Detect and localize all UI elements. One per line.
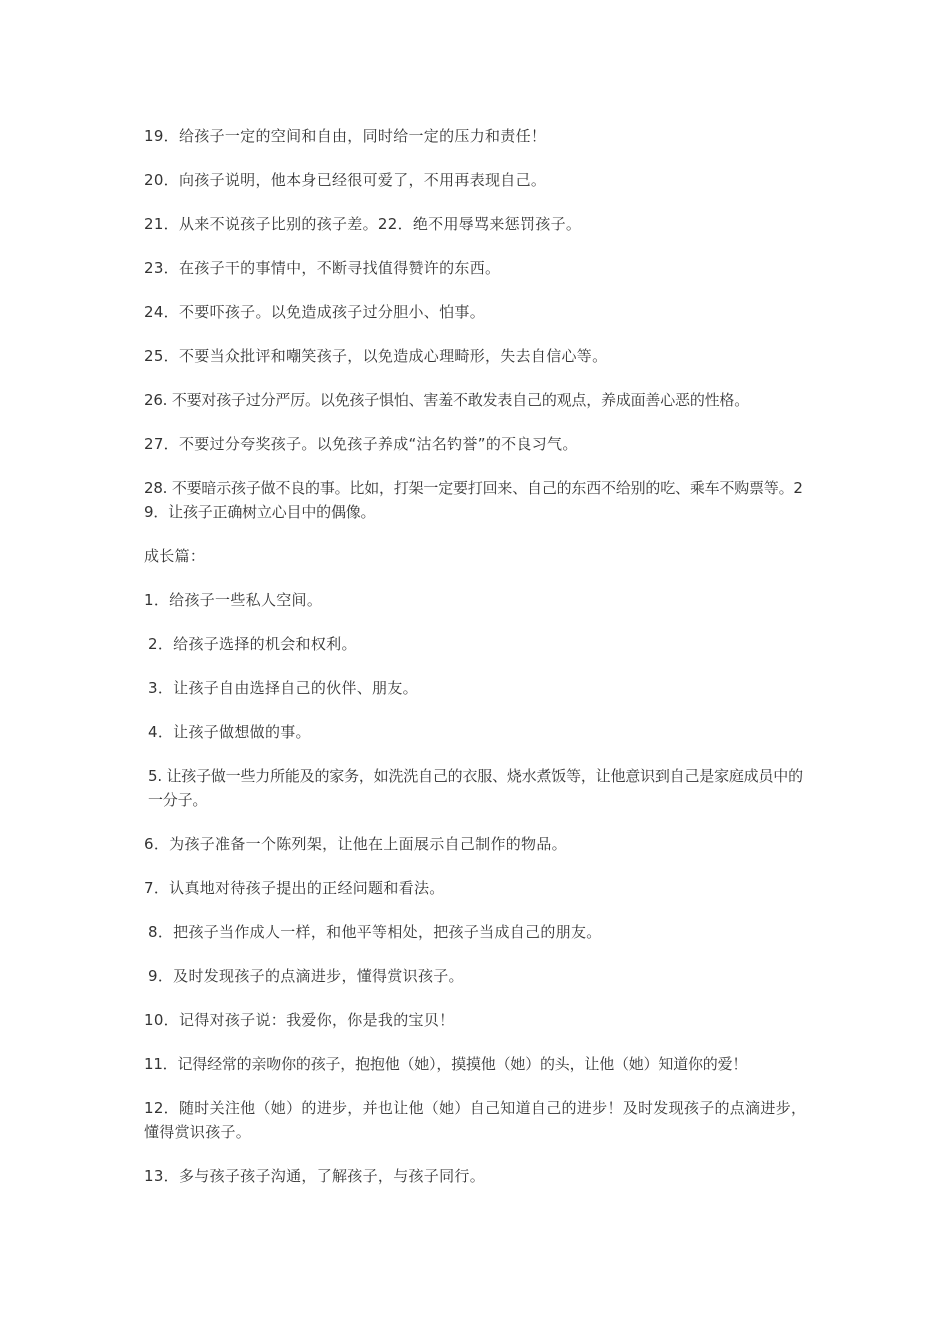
growth-item-2: 2．给孩子选择的机会和权利。	[148, 635, 357, 653]
growth-item-10: 10．记得对孩子说：我爱你，你是我的宝贝！	[144, 1011, 455, 1029]
growth-item-11: 11．记得经常的亲吻你的孩子，抱抱他（她），摸摸他（她）的头，让他（她）知道你的爱！	[144, 1055, 748, 1073]
growth-item-4: 4．让孩子做想做的事。	[148, 723, 311, 741]
paragraph-item-24: 24．不要吓孩子。以免造成孩子过分胆小、怕事。	[144, 303, 485, 321]
section-heading-growth: 成长篇：	[144, 547, 206, 565]
paragraph-item-28-29: 28. 不要暗示孩子做不良的事。比如，打架一定要打回来、自己的东西不给别的吃、乘车不购票等。29．让孩子正确树立心目中的偶像。	[144, 479, 803, 521]
growth-item-12: 12．随时关注他（她）的进步，并也让他（她）自己知道自己的进步！及时发现孩子的点滴进步，懂得赏识孩子。	[144, 1099, 807, 1141]
growth-item-6: 6．为孩子准备一个陈列架，让他在上面展示自己制作的物品。	[144, 835, 567, 853]
growth-item-3: 3．让孩子自由选择自己的伙伴、朋友。	[148, 679, 418, 697]
growth-item-5: 5. 让孩子做一些力所能及的家务，如洗洗自己的衣服、烧水煮饭等，让他意识到自己是家庭成员中的一分子。	[148, 767, 803, 809]
paragraph-item-19: 19．给孩子一定的空间和自由，同时给一定的压力和责任！	[144, 127, 547, 145]
paragraph-item-25: 25．不要当众批评和嘲笑孩子，以免造成心理畸形，失去自信心等。	[144, 347, 608, 365]
paragraph-item-26: 26. 不要对孩子过分严厉。以免孩子惧怕、害羞不敢发表自己的观点，养成面善心恶的性格。	[144, 391, 750, 409]
document-body	[144, 124, 812, 1208]
paragraph-item-21-22: 21．从来不说孩子比别的孩子差。22．绝不用辱骂来惩罚孩子。	[144, 215, 582, 233]
growth-item-9: 9．及时发现孩子的点滴进步，懂得赏识孩子。	[148, 967, 464, 985]
paragraph-item-27: 27．不要过分夸奖孩子。以免孩子养成“沽名钓誉”的不良习气。	[144, 435, 578, 453]
paragraph-item-20: 20．向孩子说明，他本身已经很可爱了，不用再表现自己。	[144, 171, 547, 189]
growth-item-13: 13．多与孩子孩子沟通，了解孩子，与孩子同行。	[144, 1167, 485, 1185]
growth-item-7: 7．认真地对待孩子提出的正经问题和看法。	[144, 879, 445, 897]
growth-item-1: 1．给孩子一些私人空间。	[144, 591, 323, 609]
paragraph-item-23: 23．在孩子干的事情中，不断寻找值得赞许的东西。	[144, 259, 501, 277]
growth-item-8: 8．把孩子当作成人一样，和他平等相处，把孩子当成自己的朋友。	[148, 923, 602, 941]
